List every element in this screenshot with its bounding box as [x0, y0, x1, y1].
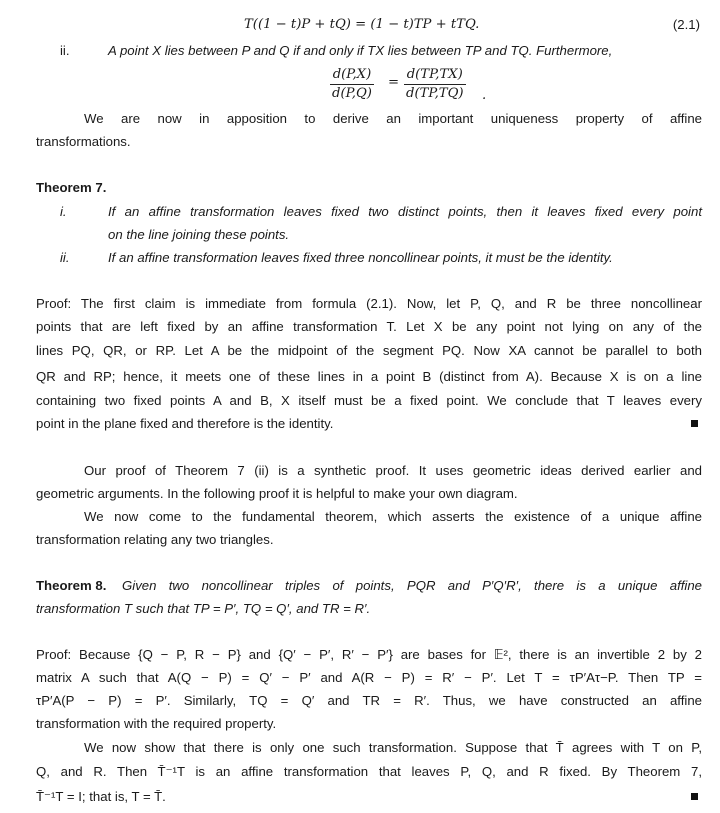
theorem-7-i-line-1: If an affine transformation leaves fixed two distinct points, then it leaves fixed every point	[108, 204, 702, 219]
proof-8-line-7: T̄⁻¹T = I; that is, T = T̄.	[36, 789, 166, 804]
item-ii-label: ii.	[60, 43, 70, 58]
proof-7-line-5: containing two fixed points A and B, X itself must be a fixed point. We conclude that T leaves every	[36, 393, 702, 408]
proof-7-line-2: points that are left fixed by an affine transformation T. Let X be any point not lying on any of the	[36, 319, 702, 334]
item-ii-text: A point X lies between P and Q if and only if TX lies between TP and TQ. Furthermore,	[108, 43, 613, 58]
qed-mark-1	[691, 420, 698, 427]
proof-8-line-5: We now show that there is only one such transformation. Suppose that T̄ agrees with T on P,	[84, 740, 702, 755]
fraction-right: $\frac{d(TP,TX)}{d(TP,TQ)}$	[406, 67, 464, 101]
theorem-8-line-1: Given two noncollinear triples of points, PQR and P′Q′R′, there is a unique affine	[122, 578, 702, 593]
theorem-8-heading: Theorem 8.	[36, 578, 107, 593]
synthetic-line-4: transformation relating any two triangles.	[36, 532, 274, 547]
theorem-7-ii-label: ii.	[60, 250, 70, 265]
proof-7-line-6: point in the plane fixed and therefore is the identity.	[36, 416, 334, 431]
theorem-7-i-line-2: on the line joining these points.	[108, 227, 290, 242]
proof-8-line-6: Q, and R. Then T̄⁻¹T is an affine transformation that leaves P, Q, and R fixed. By Theorem 7,	[36, 764, 702, 779]
fraction-period: .	[482, 88, 487, 103]
qed-mark-2	[691, 793, 698, 800]
theorem-7-i-label: i.	[60, 204, 67, 219]
synthetic-line-1: Our proof of Theorem 7 (ii) is a synthetic proof. It uses geometric ideas derived earlier and	[84, 463, 702, 478]
theorem-7-heading: Theorem 7.	[36, 180, 107, 195]
equals-sign: =	[388, 75, 400, 90]
proof-8-line-2: matrix A such that A(Q − P) = Q′ − P′ and A(R − P) = R′ − P′. Let T = τP′Aτ−P. Then TP =	[36, 670, 702, 685]
proof-7-line-1: Proof: The first claim is immediate from formula (2.1). Now, let P, Q, and R be three noncollinear	[36, 296, 702, 311]
proof-7-line-4: QR and RP; hence, it meets one of these lines in a point B (distinct from A). Because X is on a line	[36, 369, 702, 384]
proof-8-line-3: τP′A(P − P) = P′. Similarly, TQ = Q′ and TR = R′. Thus, we have constructed an affine	[36, 693, 702, 708]
equation-number: (2.1)	[672, 17, 700, 32]
fraction-left: $\frac{d(P,X)}{d(P,Q)}$	[332, 67, 372, 101]
proof-7-line-3: lines PQ, QR, or RP. Let A be the midpoint of the segment PQ. Now XA cannot be parallel to both	[36, 343, 702, 358]
intro-line-2: transformations.	[36, 134, 131, 149]
theorem-7-ii-line-1: If an affine transformation leaves fixed three noncollinear points, it must be the identity.	[108, 250, 613, 265]
proof-8-line-1: Proof: Because {Q − P, R − P} and {Q′ − P′, R′ − P′} are bases for 𝔼², there is an invertible 2 by 2	[36, 647, 702, 662]
synthetic-line-2: geometric arguments. In the following proof it is helpful to make your own diagram.	[36, 486, 518, 501]
theorem-8-line-2: transformation T such that TP = P′, TQ = Q′, and TR = R′.	[36, 601, 371, 616]
synthetic-line-3: We now come to the fundamental theorem, which asserts the existence of a unique affine	[84, 509, 702, 524]
equation-2-1: T((1 − t)P + tQ) = (1 − t)TP + tTQ.	[244, 17, 480, 32]
intro-line-1: We are now in apposition to derive an important uniqueness property of affine	[84, 111, 702, 126]
proof-8-line-4: transformation with the required property.	[36, 716, 277, 731]
